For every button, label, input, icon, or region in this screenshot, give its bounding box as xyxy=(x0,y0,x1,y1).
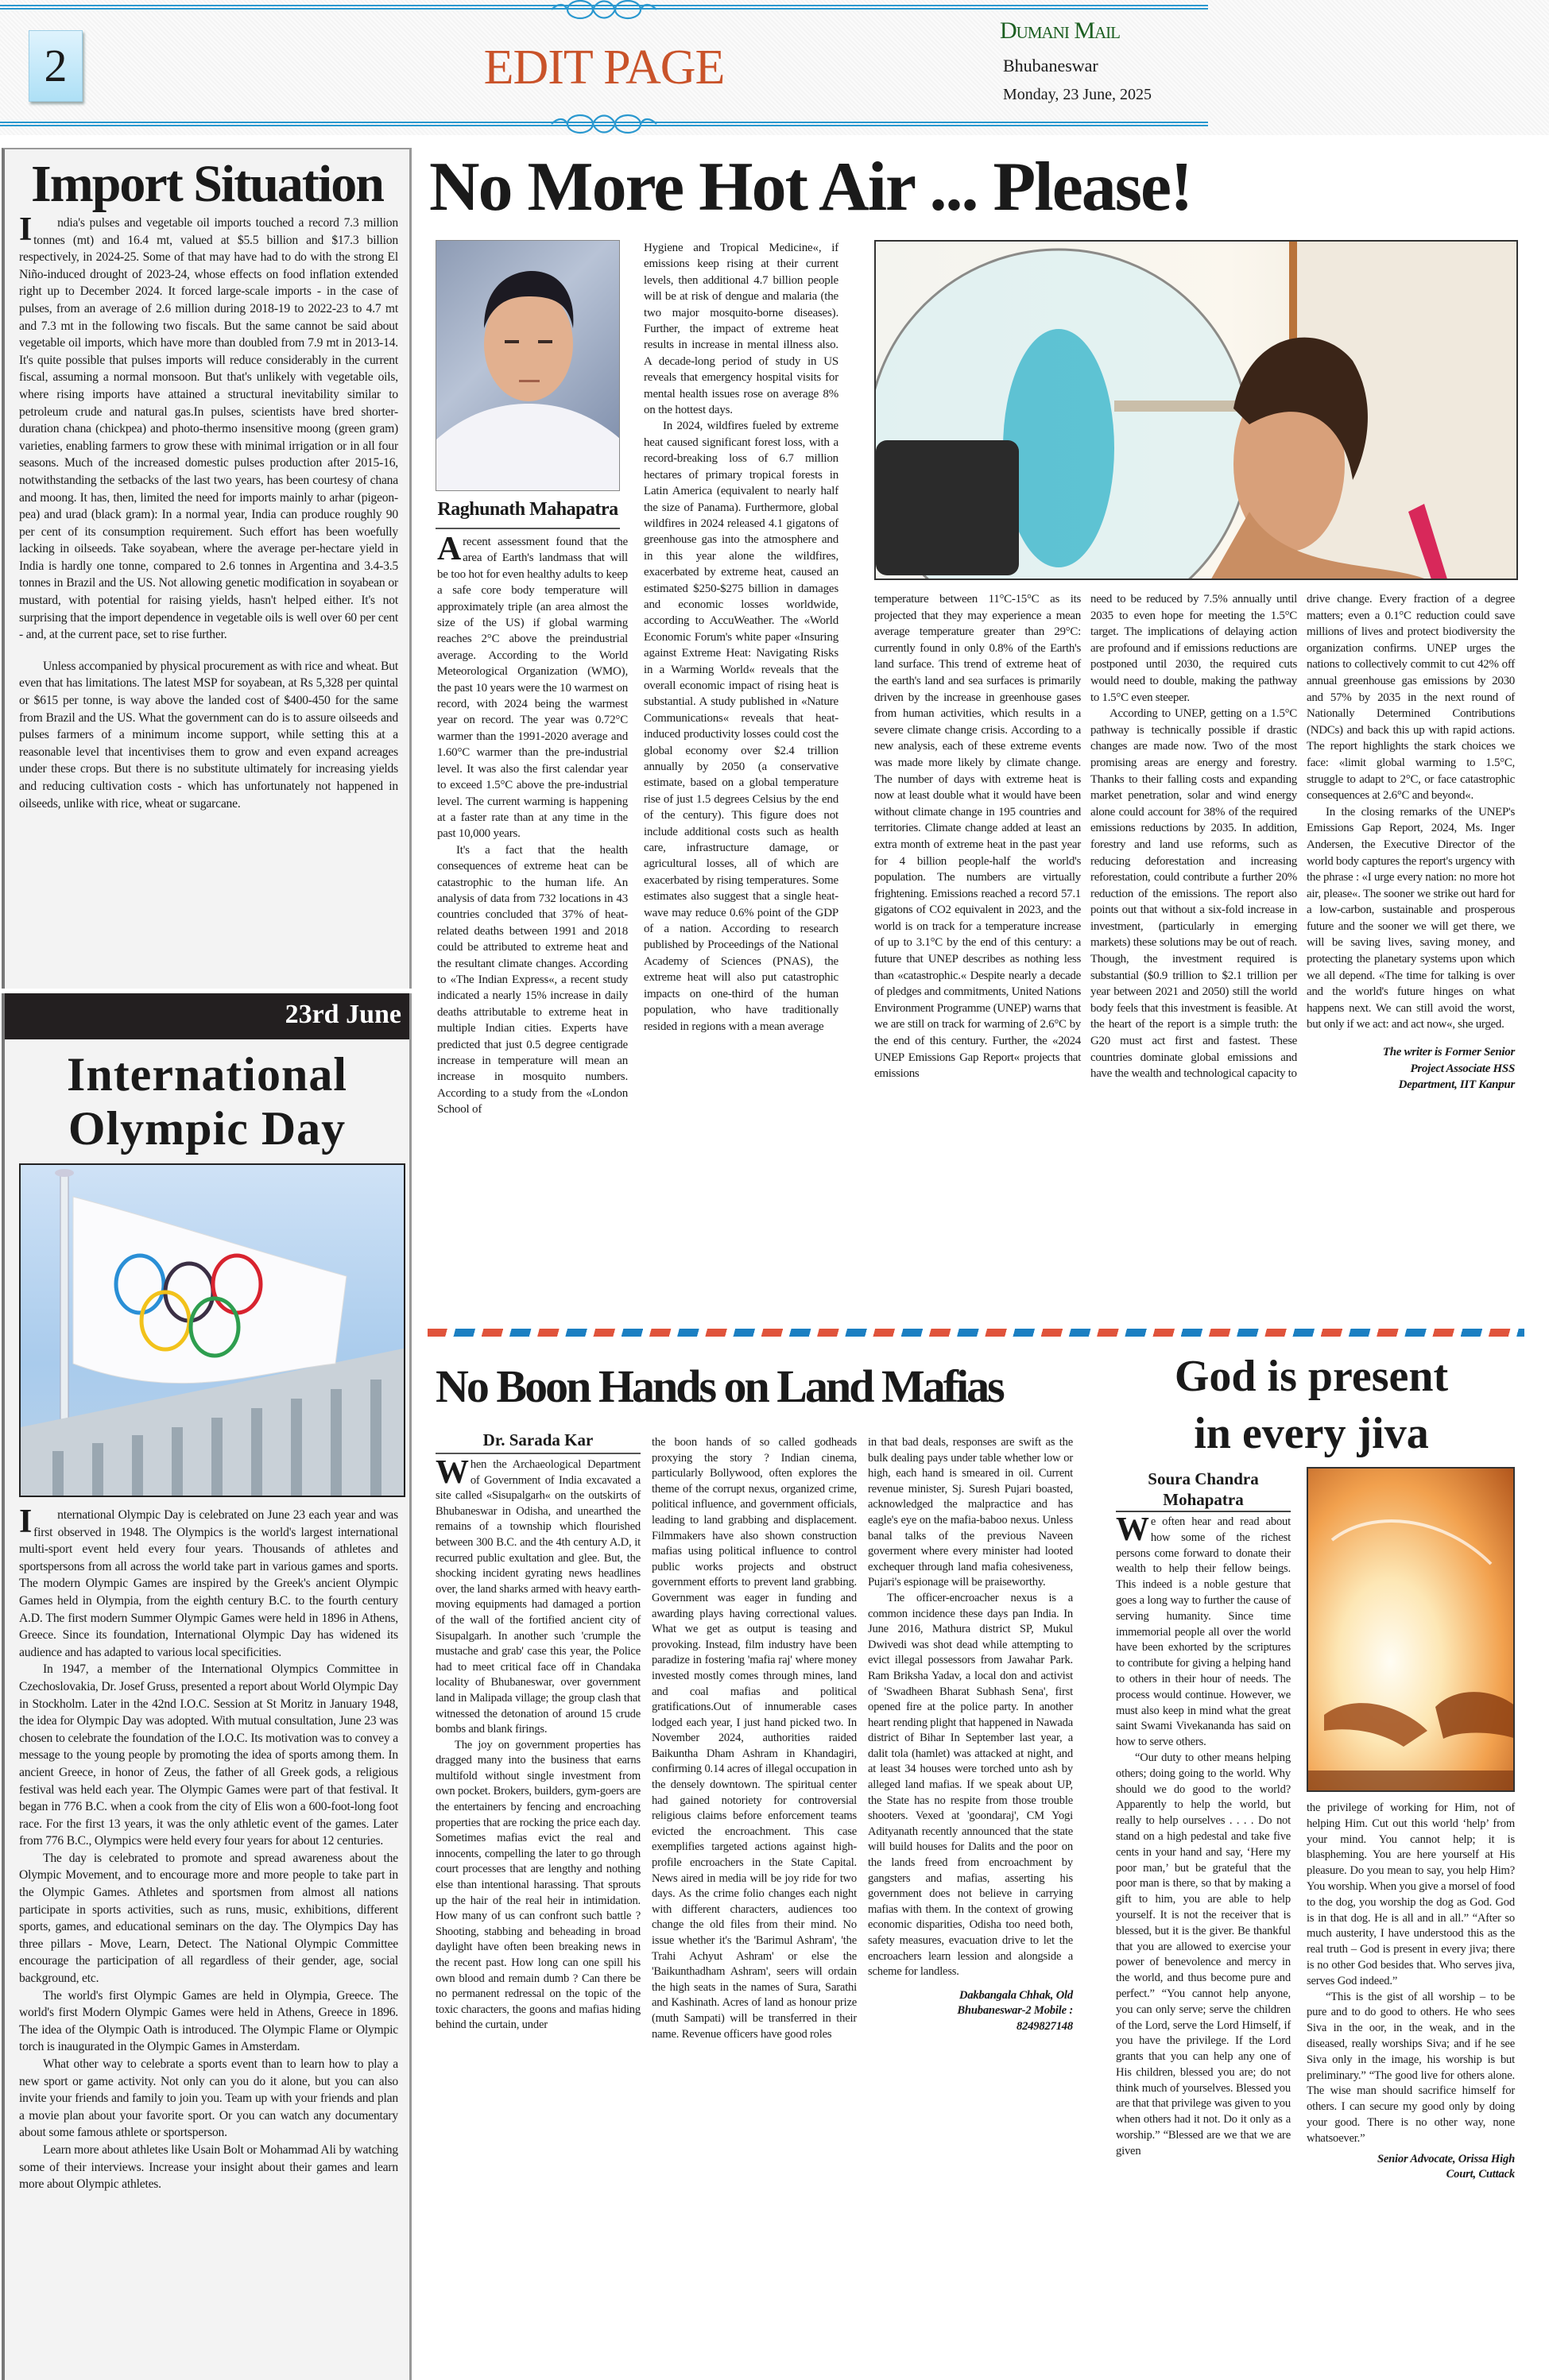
ornament-flourish-icon xyxy=(548,110,660,138)
author-byline: Raghunath Mahapatra xyxy=(437,499,618,520)
drop-cap: W xyxy=(436,1454,469,1491)
hands-illustration xyxy=(1308,1469,1515,1792)
section-title: EDIT PAGE xyxy=(483,41,725,95)
drop-cap: W xyxy=(1116,1511,1149,1548)
masthead xyxy=(0,0,1549,135)
article-paragraph: In the closing remarks of the UNEP's Emissions Gap Report, 2024, Ms. Inger Andersen, the Executive Director of the world body captures the report's urgency with the phrase : «I urge every nation: no more hot air, please«. The sooner we strike out hard for a low-carbon, sustainable and prosperous future and the sooner we will get there, we will be saving lives, saving money, and protecting the planetary systems upon which we all depend. «The time for talking is over and the world's future hinges on what happens next. We can still avoid the worst, but only if we act: and act now«, she urged. xyxy=(1307,805,1515,1031)
article-column xyxy=(644,240,838,1035)
drop-cap: A xyxy=(437,531,462,567)
article-body xyxy=(5,1503,409,2193)
article-column xyxy=(436,1454,641,2034)
article-paragraph: A recent assessment found that the area of Earth's landmass that will be too hot for even healthy adults to keep a safe core body temperature will approximately triple (an area almost the size of the US) if global warming reaches 2°C above the preindustrial average. According to the World Meteorological Organization (WMO), the past 10 years were the 10 warmest on record, with 2024 being the warmest year on record. The year was 0.72°C warmer than the 1991-2020 average and 1.60°C warmer than the pre-industrial level. It was also the first calendar year to exceed 1.5°C above the pre-industrial level. The current warming is happening at a faster rate than at any time in the past 10,000 years. xyxy=(437,531,628,841)
article-paragraph: The day is celebrated to promote and spread awareness about the Olympic Movement, and to encourage more and more people to take part in the Olympic Games. Athletes and sportsmen from almost all nations participate in sports activities, such as runs, music, exhibitions, different sports, games, and educational seminars on the day. The Olympics Day has three pillars - Move, Learn, Detect. The National Olympic Committee encourage the participation of all regardless of their gender, age, social background, etc. xyxy=(19,1851,398,1986)
drop-cap: I xyxy=(19,211,33,248)
glowing-hands-photo xyxy=(1307,1467,1515,1792)
article-paragraph: Unless accompanied by physical procurement as with rice and wheat. But even that has limitations. The latest MSP for soyabean, at Rs 5,328 per quintal or $615 per tonne, is way above the landed cost of $400-450 for the same from Brazil and the US. What the government can do is to assure oilseeds and pulses farmers of a minimum income support, while setting this at a reasonable level that incentivises them to grow and even expand acreages under these crops. But there is no substitute ultimately for increasing yields and reducing cultivation costs - which has unfortunately not happened in oilseeds, unlike with rice, wheat or sugarcane. xyxy=(19,659,398,811)
article-paragraph: It's a fact that the health consequences of extreme heat can be catastrophic to the human life. An analysis of data from 732 locations in 43 countries concluded that 37% of heat-related deaths between 1991 and 2018 could be attributed to extreme heat and the resultant climate changes. According to «The Indian Express«, a recent study indicated a nearly 15% increase in daily deaths attributable to extreme heat in multiple Indian cities. Experts have predicted that just 0.5 degree centigrade increase in temperature will mean an increase in mosquito numbers. According to a study from the «London School of xyxy=(437,843,628,1116)
article-paragraph: The officer-encroacher nexus is a common incidence these days pan India. In June 2016, Mathura district SP, Mukul Dwivedi was shot dead while attempting to evict illegal possessors from Jawahar Park. Ram Briksha Yadav, a local don and activist of 'Swadheen Bharat Subhash Sena', first opened fire at the police party. In another heart rending plight that happened in Nawada district of Bihar In September last year, a dalit tola (hamlet) was attacked at night, and at least 34 houses were torched unto ash by alleged land mafias. If we speak about UP, the State has no respite from those trouble shooters. Vexed at 'goondaraj', CM Yogi Adityanath recently announced that the state will build houses for Dalits and the poor on the lands freed from encroachment by gangsters and mafias, asserting his government does not believe in carrying mafias with them. In the context of growing economic disparities, Odisha too need both, safety measures, evacuation drive to let the encroachers learn lession and alongside a scheme for landless. xyxy=(868,1591,1073,1979)
newspaper-name: Dumani Mail xyxy=(1000,17,1120,44)
olympic-day-feature xyxy=(2,993,412,2380)
author-note: The writer is Former Senior Project Associate HSS Department, IIT Kanpur xyxy=(1382,1046,1515,1092)
article-paragraph: “This is the gist of all worship – to be pure and to do good to others. He who sees Siva in the oor, in the weak, and in the diseased, really worships Siva; and if he see Siva only in the image, his worship is but preliminary.” “The good live for others alone. The wise man should sacrifice himself for others. I can secure my good only by doing your good. There is no other way, none whatsoever.” xyxy=(1307,1990,1515,2145)
ornament-flourish-icon xyxy=(548,0,660,24)
article-headline: No Boon Hands on Land Mafias xyxy=(436,1360,1003,1412)
article-paragraph: “Our duty to other means helping others; doing going to the world. Why should we do good to the world? Apparently to help the world, but really to help ourselves . . . . Do not stand on a high pedestal and take five cents in your hand and say, ‘Here my poor man,’ but be grateful that the poor man is there, so that by making a gift to him, you are able to help yourself. It is not the receiver that is blessed, but it is the giver. Be thankful that you are allowed to exercise your power of benevolence and mercy in the world, and thus become pure and perfect.” “You cannot help anyone, you can only serve; serve the children of the Lord, serve the Lord Himself, if you have the privilege. If the Lord grants that you can help any one of His children, blessed you are; do not think much of yourselves. Blessed you are that that privilege was given to you when others had it not. Do it only as a worship.” “Blessed are we that we are given xyxy=(1116,1751,1291,2157)
article-paragraph: Hygiene and Tropical Medicine«, if emissions keep rising at their current levels, then additional 4.7 billion people will be at risk of dengue and malaria (the two major mosquito-borne diseases). Further, the impact of extreme heat results in increase in mental illness also. A decade-long period of study in US reveals that emergency hospital visits for mental health issues rose on average 8% on the hottest days. xyxy=(644,242,838,417)
author-note: Senior Advocate, Orissa High Court, Cuttack xyxy=(1377,2152,1515,2181)
article-column xyxy=(874,591,1081,1082)
article-paragraph: drive change. Every fraction of a degree matters; even a 0.1°C reduction could save millions of lives and protect biodiversity the organization confirms. UNEP urges the nations to collectively commit to cut 42% off annual greenhouse gas emissions by 2030 and 57% by 2035 in the next round of Nationally Determined Contributions (NDCs) and back this up with rapid actions. The report highlights the stark choices we face: «limit global warming to 1.5°C, struggle to adapt to 2°C, or face catastrophic consequences at 2.6°C and beyond«. xyxy=(1307,593,1515,803)
author-portrait xyxy=(436,241,620,491)
author-photo xyxy=(436,240,620,491)
article-paragraph: According to UNEP, getting on a 1.5°C pathway is technically possible if drastic changes are made now. Two of the most promising areas are energy and forestry. Thanks to their falling costs and expanding market penetration, solar and wind energy alone could account for 38% of the required emissions reductions by 2035. In addition, forestry and land use reforms, such as reducing deforestation and increasing reforestation, could contribute a further 20% reduction of the emissions. The report also points out that without a six-fold increase in investment, (particularly in emerging markets) these solutions may be out of reach. Though, the investment required is substantial ($0.9 trillion to $2.1 trillion per year between 2021 and 2050) still the world body feels that this investment is feasible. At the heart of the report is a simple truth: the G20 must act first and fastest. These countries dominate global emissions and have the wealth and technological capacity to xyxy=(1090,707,1297,1081)
article-column xyxy=(1090,591,1297,1082)
lead-headline: No More Hot Air ... Please! xyxy=(429,149,1192,226)
olympic-flag-photo xyxy=(19,1163,405,1497)
heatwave-illustration xyxy=(876,242,1518,580)
article-headline: Import Situation xyxy=(31,155,383,213)
olympic-flag-illustration xyxy=(21,1165,405,1497)
issue-date: Monday, 23 June, 2025 xyxy=(1003,86,1152,103)
article-paragraph: In 1947, a member of the International Olympics Committee in Czechoslovakia, Dr. Josef Gruss, presented a report about World Olympic Day in Stockholm. Later in the 42nd I.O.C. Session at St Moritz in January 1948, the idea for Olympic Day was adopted. With mutual consultation, June 23 was chosen to celebrate the foundation of the I.O.C. Its motivation was to convey a message to the young people by promoting the idea of sports among them. In ancient Greece, in honor of Zeus, the father of all Greek gods, a religious festival was held each year. The Olympic Games were part of that festival. It began in 776 B.C. when a cook from the city of Elis won a 600-foot-long foot race. For the first 13 years, it was the only athletic event of the games. Later from 776 B.C., Olympics were held every four years for about 12 centuries. xyxy=(19,1662,398,1848)
edition-city: Bhubaneswar xyxy=(1003,56,1098,75)
article-column xyxy=(437,531,628,1118)
drop-cap: I xyxy=(19,1503,33,1540)
page-number: 2 xyxy=(29,30,83,102)
date-band: 23rd June xyxy=(5,993,409,1039)
airmail-divider xyxy=(428,1329,1524,1337)
article-paragraph: I nternational Olympic Day is celebrated on June 23 each year and was first observed in 1948. The Olympics is the world's largest international multi-sport event held every four years. Thousands of athletes and sportspersons from all across the world take part in various games and sports. The modern Olympic Games are inspired by the Greek's ancient Olympic Games held in Olympia, from the eighth century B.C. to the fourth century A.D. The first modern Summer Olympic Games were held in 1896 in Athens, Greece. Since its foundation, International Olympic Day has widened its audience and has adapted to various local specificities. xyxy=(19,1503,398,1659)
author-byline: Dr. Sarada Kar xyxy=(482,1430,594,1449)
article-column xyxy=(1307,1801,1515,2183)
article-paragraph: I ndia's pulses and vegetable oil imports touched a record 7.3 million tonnes (mt) and 16.4 mt, valued at $5.5 billion and $17.3 billion respectively, in 2024-25. Some of that may have had to do with the strong El Niño-induced drought of 2023-24, whose effects on food inflation extended right up to December 2024. It forced large-scale imports - in the case of pulses, from an average of 2.6 million during 2018-19 to 2022-23 to 4.7 mt and 7.3 mt in the following two fiscals. But the same cannot be said about vegetable oil imports, which have more than doubled from 7.9 mt in 2013-14. It's quite possible that pulses imports will reduce considerably in the current fiscal, assuming a normal monsoon. But that's unlikely with vegetable oils, where rising imports have attained a structural inevitability similar to petroleum crude and natural gas.In pulses, scientists have bred shorter-duration chana (chickpea) and photo-thermo insensitive moong (green gram) varieties, enabling farmers to grow these with minimal irrigation or in all four seasons. Much of the increased domestic pulses production after 2015-16, notwithstanding the setbacks of the last two years, has been courtesy of chana and moong. It has, then, limited the need for imports mainly to arhar (pigeon-pea) and urad (black gram): In a normal year, India can produce roughly 90 per cent of its consumption requirement. Such effort has been woefully lacking in oilseeds. Take soyabean, where the average per-hectare yield in India is hardly one tonne, compared to 2.6 tonnes in Argentina and 3.4-3.5 tonnes in Brazil and the US. Not allowing genetic modification in soyabean or mustard, with potential for raising yields, hasn't helped either. It's not surprising that the import dependence in vegetable oils is well over 60 per cent - and, at the current pace, set to rise further. xyxy=(19,211,398,642)
article-paragraph: need to be reduced by 7.5% annually until 2035 to even hope for meeting the 1.5°C target. The implications of delaying action are profound and if emissions reductions are postponed until 2030, the required cuts would need to double, making the pathway to 1.5°C even steeper. xyxy=(1090,593,1297,704)
article-body xyxy=(5,211,409,812)
article-headline: International Olympic Day xyxy=(66,1048,348,1155)
article-paragraph: the privilege of working for Him, not of helping Him. Cut out this world ‘help’ from your mind. You cannot help; it is blaspheming. You are here yourself at His pleasure. Do you mean to say, you help Him? You worship. When you give a morsel of food to the dog, you worship the dog as God. God is in that dog. He is all and in all.” “After so much austerity, I have understood this as the real truth – God is present in every jiva; there is no other God besides that. Who serves jiva, serves God indeed.” xyxy=(1307,1801,1515,1987)
woman-fan-photo xyxy=(874,240,1518,580)
article-paragraph: In 2024, wildfires fueled by extreme heat caused significant forest loss, with a record-breaking loss of 6.7 million hectares of primary tropical forests in Latin America (equivalent to nearly half the size of Panama). Furthermore, global wildfires in 2024 released 4.1 gigatons of greenhouse gas into the atmosphere and in this year alone the wildfires, exacerbated by extreme heat, caused an estimated $250-$275 billion in damages and economic losses worldwide, according to AccuWeather. The «World Economic Forum's white paper «Insuring against Extreme Heat: Navigating Risks in a Warming World« reveals that the overall economic impact of rising heat is substantial. A study published in «Nature Communications« reveals that heat-induced productivity losses could cost the global economy over $2.4 trillion annually by 2050 (a conservative estimate, based on a global temperature rise of just 1.5 degrees Celsius by the end of the century). This figure does not include additional costs such as health care, infrastructure damage, or agricultural losses, all of which are exacerbated by rising temperatures. Some estimates also suggest that a single heat-wave may reduce 0.6% point of the GDP of a nation. According to research published by Proceedings of the National Academy of Sciences (PNAS), the extreme heat will also put catastrophic impacts on one-third of the human population, who have traditionally resided in regions with a mean average xyxy=(644,420,838,1033)
article-headline: God is present in every jiva xyxy=(1174,1352,1449,1458)
article-paragraph: When the Archaeological Department of Government of India excavated a site called «Sisupalgarh« on the outskirts of Bhubaneswar in Odisha, and unearthed the remains of a township which flourished between 300 B.C. and the 4th century A.D, it recurred public exultation and glee. But, the shocking incident gyrating news headlines over, the land sharks armed with heavy earth-moving equipments had damaged a portion of the wall of the fortified ancient city of Sisupalgarh. In another such 'crumple the mustache and grab' case this year, the Police had to meet critical face off in Chandaka locality of Bhubaneswar, over government land in Malipada village; the group clash that witnessed the detonation of around 15 crude bombs and blank firings. xyxy=(436,1454,641,1736)
article-paragraph: The joy on government properties has dragged many into the business that earns multifold without single investment from own pocket. Brokers, builders, gym-goers are the entertainers by fencing and encroaching properties that are rocking the price each day. Sometimes mafias evict the real and innocents, compelling the later to go through court processes that are lengthy and nothing else than intentional harassing. That sprouts up the hair of the real heir in intimidation. How many of us can confront such battle ? Shooting, stabbing and beheading in broad daylight have often been breaking news in the recent past. How long can one spill his own blood and remain dumb ? Can there be no permanent redressal on the topic of the toxic characters, the goons and mafias hiding behind the curtain, under xyxy=(436,1738,641,2032)
article-paragraph: in that bad deals, responses are swift as the bulk dealing pays under table whether low or high, each hand is smeared in oil. Current revenue minister, Sj. Suresh Pujari boasted, acknowledged the malpractice and has eagle's eye on the mafia-baboo nexus. Unless banal talks of the previous Naveen goverment where every minister had looted exchequer through land mafia cohesiveness, Pujari's espionage will be praiseworthy. xyxy=(868,1436,1073,1589)
article-paragraph: temperature between 11°C-15°C as its projected that they may experience a mean average temperature greater than 29°C: currently found in only 0.8% of the Earth's land surface. This trend of extreme heat of the earth's land and sea surfaces is primarily driven by the increase in greenhouse gases from human activities, which results in a severe climate change crisis. According to a new analysis, each of these extreme events was made more likely by climate change. The number of days with extreme heat is now at least double what it would have been without climate change in 195 countries and territories. Climate change added at least an extra month of extreme heat in the past year for 4 billion people-half the world's population. The numbers are virtually frightening. Emissions reached a record 57.1 gigatons of CO2 equivalent in 2023, and the world is on track for a temperature increase of up to 3.1°C by the end of this century: a future that UNEP describes as nothing less than «catastrophic.« Despite nearly a decade of pledges and commitments, United Nations Environment Programme (UNEP) warns that we are still on track for warming of 2.6°C by the end of this century. Further, the «2024 UNEP Emissions Gap Report« projects that emissions xyxy=(874,593,1081,1081)
article-paragraph: Learn more about athletes like Usain Bolt or Mohammad Ali by watching some of their interviews. Increase your insight about their games and learn more about Olympic athletes. xyxy=(19,2142,398,2192)
article-column xyxy=(652,1435,857,2042)
article-paragraph: the boon hands of so called godheads proxying the story ? Indian cinema, particularly Bollywood, often explores the theme of the corrupt nexus, organized crime, political influence, and government officials, leading to land grabbing and displacement. Filmmakers have also shown construction mafias using political influence to control public works projects and obstruct government efforts to prevent land grabbing. Government was eager in funding and awarding plays having correctional values. What we get as output is teasing and provoking. Instead, film industry have been paradize in fostering 'mafia raj' where money invested mostly comes through mines, land and coal mafias and political gratifications.Out of innumerable cases lodged each year, I just hand picked two. In November 2024, authorities raided Baikuntha Dham Ashram in Khandagiri, confirming 0.14 acres of illegal occupation in the densely downtown. The spiritual center had gained notoriety for controversial religious claims before enforcement teams evicted the encroachment. This case exemplifies targeted actions against high-profile encroachers in the State Capital. News aired in media will be joy ride for two days. As the crime folio changes each night with different characters, audiences too change the old files from their mind. No issue whether it's the 'Barimul Ashram', 'the Trahi Achyut Ashram' or else the 'Baikunthadham Ashram', seers will ordain the high seats in the names of Sura, Sarathi and Kashinath. Acres of land as honour prize (muth Sampati) will be transferred in their name. Revenue officers have good roles xyxy=(652,1436,857,2041)
author-byline: Soura Chandra Mohapatra xyxy=(1148,1469,1259,1509)
article-column xyxy=(1307,591,1515,1093)
article-column xyxy=(868,1435,1073,2035)
article-column xyxy=(1116,1511,1291,2160)
article-paragraph: What other way to celebrate a sports event than to learn how to play a new sport or game activity. Not only can you do it alone, but you can also invite your friends and family to join you. Team up with your friends and plan a movie plan about your favorite sport. Or you can watch any documentary about some famous athlete or sportsperson. xyxy=(19,2057,398,2140)
byline-rule xyxy=(436,528,620,529)
article-paragraph: We often hear and read about how some of the richest persons come forward to donate their wealth to help their fellow beings. This indeed is a noble gesture that goes a long way to further the cause of serving humanity. Since time immemorial people all over the world have been exhorted by the scriptures to contribute for giving a helping hand to others in their hour of needs. The process would continue. However, we must also keep in mind what the great saint Swami Vivekananda has said on how to serve others. xyxy=(1116,1511,1291,1749)
import-situation-editorial xyxy=(2,148,412,989)
author-note: Dakbangala Chhak, Old Bhubaneswar-2 Mobile : 8249827148 xyxy=(957,1988,1073,2033)
article-paragraph: The world's first Olympic Games are held in Olympia, Greece. The world's first Modern Olympic Games were held in Athens, Greece in 1896. The idea of the Olympic Oath is introduced. The Olympic Flame or Olympic torch is inaugurated in the Olympic Games in Amsterdam. xyxy=(19,1988,398,2054)
